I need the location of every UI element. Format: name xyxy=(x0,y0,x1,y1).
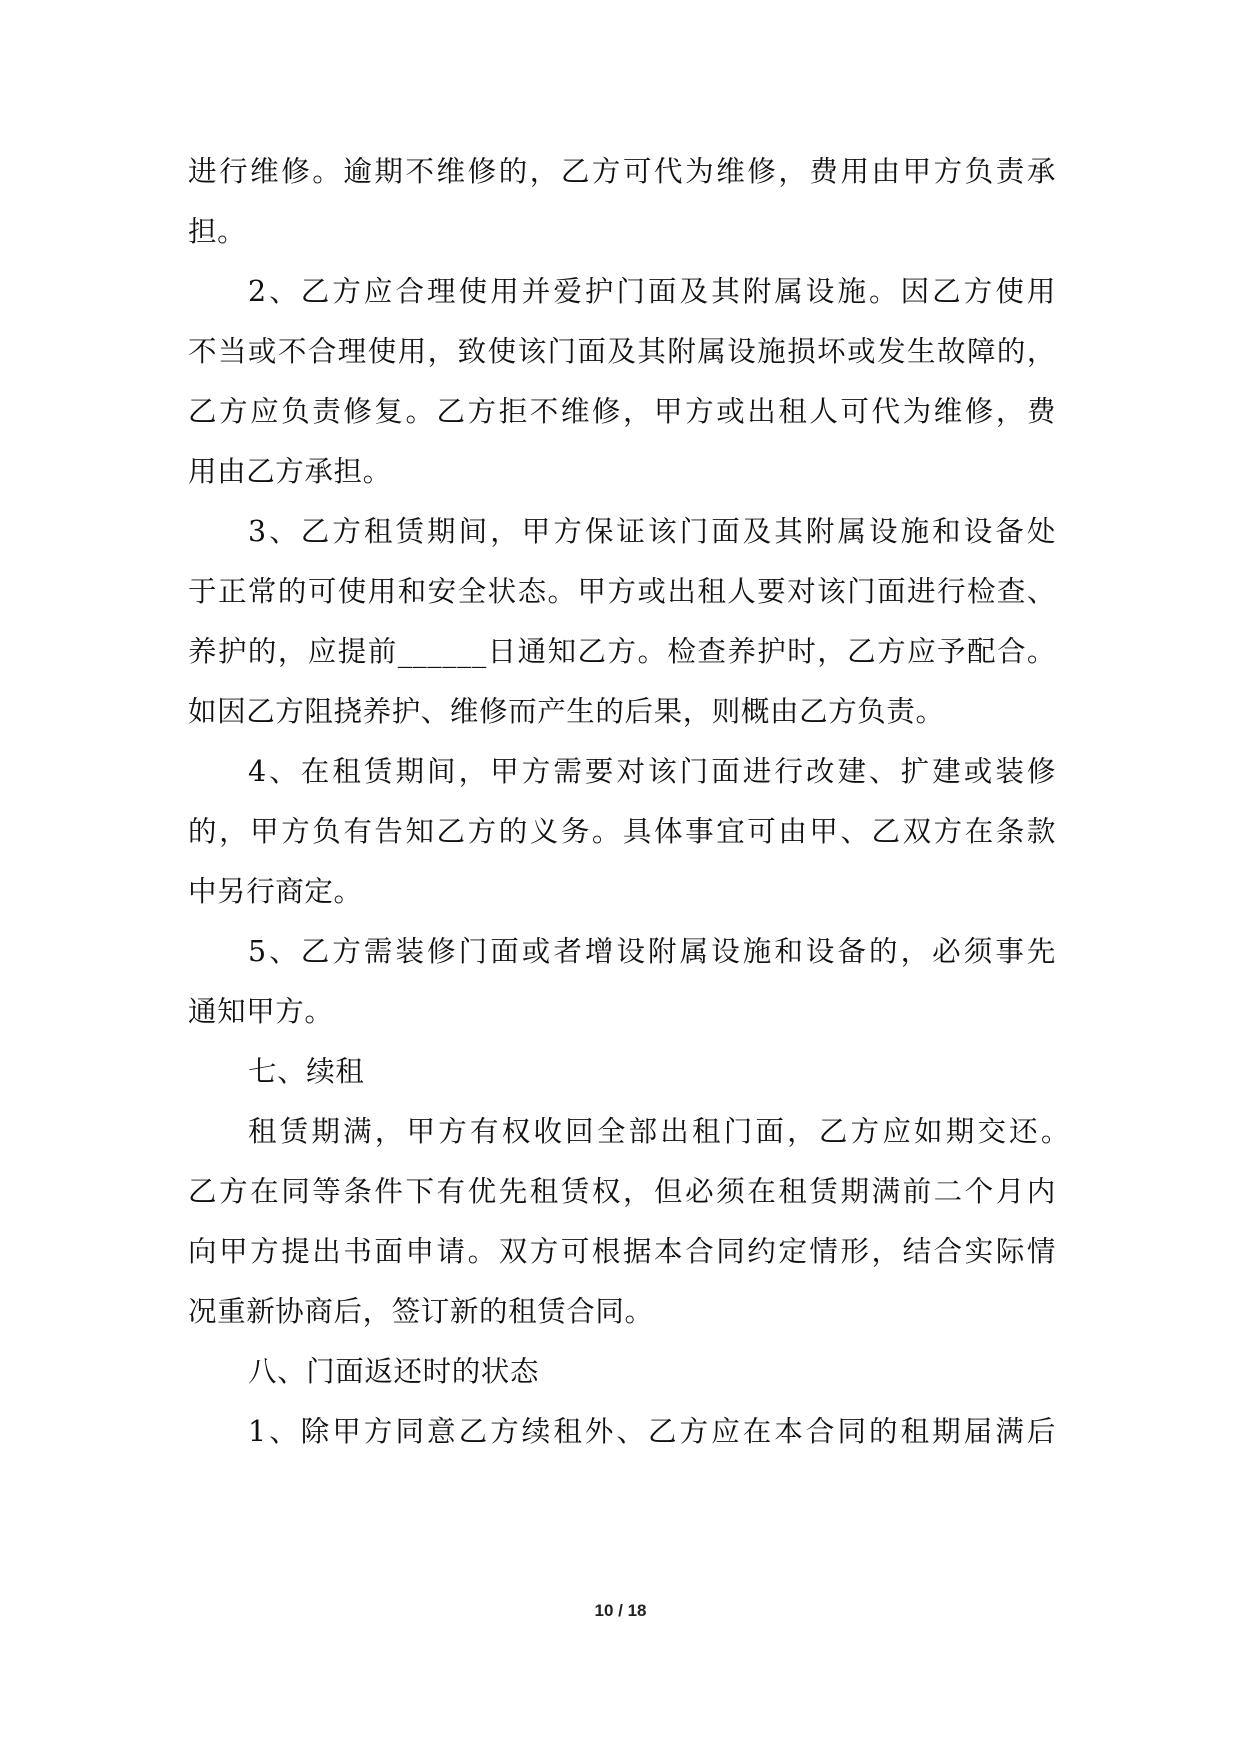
text-line: 况重新协商后，签订新的租赁合同。 xyxy=(188,1295,654,1328)
text-line: 不当或不合理使用，致使该门面及其附属设施损坏或发生故障的， xyxy=(188,335,1056,368)
page-number: 10 / 18 xyxy=(594,1601,647,1620)
text-line: 于正常的可使用和安全状态。甲方或出租人要对该门面进行检查、 xyxy=(188,575,1056,608)
text-line: 乙方在同等条件下有优先租赁权，但必须在租赁期满前二个月内 xyxy=(188,1175,1056,1208)
text-line: 用由乙方承担。 xyxy=(188,455,392,488)
section-heading: 八、门面返还时的状态 xyxy=(248,1355,540,1388)
text-line: 中另行商定。 xyxy=(188,875,363,908)
text-line: 1、除甲方同意乙方续租外、乙方应在本合同的租期届满后 xyxy=(248,1415,1056,1448)
text-line: 担。 xyxy=(188,215,247,248)
text-line: 通知甲方。 xyxy=(188,995,334,1028)
text-line: 的，甲方负有告知乙方的义务。具体事宜可由甲、乙双方在条款 xyxy=(188,815,1056,848)
section-heading: 七、续租 xyxy=(248,1055,365,1088)
text-line: 2、乙方应合理使用并爱护门面及其附属设施。因乙方使用 xyxy=(248,275,1056,308)
text-line: 如因乙方阻挠养护、维修而产生的后果，则概由乙方负责。 xyxy=(188,695,945,728)
text-line: 进行维修。逾期不维修的，乙方可代为维修，费用由甲方负责承 xyxy=(188,155,1056,188)
text-line: 养护的，应提前______日通知乙方。检查养护时，乙方应予配合。 xyxy=(188,635,1056,668)
text-line: 乙方应负责修复。乙方拒不维修，甲方或出租人可代为维修，费 xyxy=(188,395,1056,428)
text-line: 5、乙方需装修门面或者增设附属设施和设备的，必须事先 xyxy=(248,935,1056,968)
text-line: 租赁期满，甲方有权收回全部出租门面，乙方应如期交还。 xyxy=(248,1115,1070,1148)
text-line: 4、在租赁期间，甲方需要对该门面进行改建、扩建或装修 xyxy=(248,755,1056,788)
text-line: 向甲方提出书面申请。双方可根据本合同约定情形，结合实际情 xyxy=(188,1235,1056,1268)
text-line: 3、乙方租赁期间，甲方保证该门面及其附属设施和设备处 xyxy=(248,515,1056,548)
